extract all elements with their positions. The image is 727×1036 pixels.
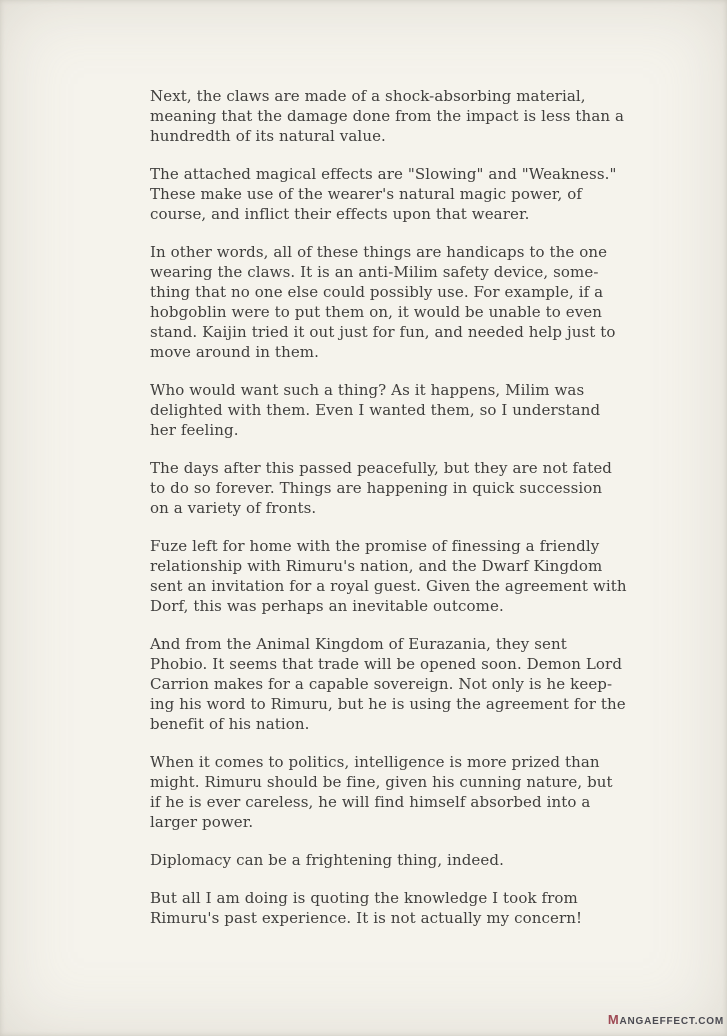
paragraph	[150, 752, 613, 832]
text-line: her feeling.	[150, 421, 239, 439]
text-line: The days after this passed peacefully, but they are not fated	[150, 459, 613, 477]
text-line: benefit of his nation.	[150, 715, 310, 733]
text-line: Fuze left for home with the promise of finessing a friendly	[150, 537, 600, 555]
paragraph	[150, 888, 595, 928]
paragraph	[150, 634, 626, 734]
text-line: Who would want such a thing? As it happens, Milim was	[150, 381, 585, 399]
text-line: Rimuru's past experience. It is not actually my concern!	[150, 909, 583, 927]
text-line: wearing the claws. It is an anti-Milim safety device, some-	[150, 263, 599, 281]
paragraph	[150, 536, 627, 616]
text-line: delighted with them. Even I wanted them, so I understand	[150, 401, 601, 419]
text-line: move around in them.	[150, 343, 319, 361]
watermark	[608, 1011, 724, 1029]
paragraph	[150, 86, 625, 146]
paragraph	[150, 850, 595, 870]
text-line: relationship with Rimuru's nation, and the Dwarf Kingdom	[150, 557, 603, 575]
watermark-text: ANGAEFFECT.COM	[619, 1016, 724, 1027]
text-line: Carrion makes for a capable sovereign. Not only is he keep-	[150, 675, 613, 693]
text-line: Diplomacy can be a frightening thing, indeed.	[150, 851, 504, 869]
text-line: Phobio. It seems that trade will be opened soon. Demon Lord	[150, 655, 623, 673]
text-line: The attached magical effects are "Slowing" and "Weakness."	[150, 165, 617, 183]
text-line: In other words, all of these things are handicaps to the one	[150, 243, 608, 261]
text-line: stand. Kaijin tried it out just for fun, and needed help just to	[150, 323, 616, 341]
text-line: These make use of the wearer's natural magic power, of	[150, 185, 583, 203]
text-line: hundredth of its natural value.	[150, 127, 386, 145]
paragraph	[150, 458, 613, 518]
paragraph	[150, 380, 601, 440]
text-line: sent an invitation for a royal guest. Given the agreement with	[150, 577, 627, 595]
watermark-initial: M	[607, 1012, 620, 1027]
text-line: on a variety of fronts.	[150, 499, 317, 517]
page-text	[150, 86, 627, 946]
text-line: might. Rimuru should be fine, given his cunning nature, but	[150, 773, 613, 791]
text-line: course, and inflict their effects upon that wearer.	[150, 205, 530, 223]
text-line: Dorf, this was perhaps an inevitable outcome.	[150, 597, 504, 615]
text-line: ing his word to Rimuru, but he is using the agreement for the	[150, 695, 626, 713]
text-line: if he is ever careless, he will find himself absorbed into a	[150, 793, 591, 811]
text-line: Next, the claws are made of a shock-absorbing material,	[150, 87, 586, 105]
text-line: meaning that the damage done from the impact is less than a	[150, 107, 625, 125]
paragraph	[150, 242, 616, 362]
text-line: larger power.	[150, 813, 254, 831]
text-line: And from the Animal Kingdom of Eurazania, they sent	[150, 635, 567, 653]
text-line: When it comes to politics, intelligence is more prized than	[150, 753, 600, 771]
text-line: to do so forever. Things are happening in quick succession	[150, 479, 603, 497]
text-line: thing that no one else could possibly use. For example, if a	[150, 283, 604, 301]
text-line: hobgoblin were to put them on, it would be unable to even	[150, 303, 603, 321]
text-line: But all I am doing is quoting the knowledge I took from	[150, 889, 578, 907]
paragraph	[150, 164, 617, 224]
